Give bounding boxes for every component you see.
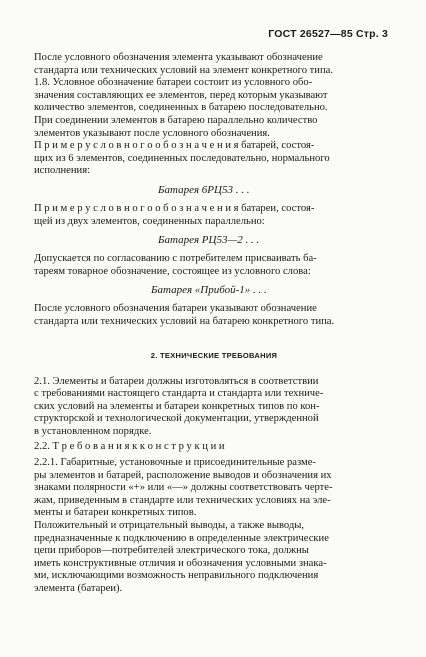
paragraph — [34, 140, 394, 178]
text-line: элементов указывают после условного обозначения. — [34, 127, 270, 139]
text-line: Положительный и отрицательный выводы, а также выводы, — [34, 520, 305, 532]
paragraph — [34, 52, 394, 77]
paragraph — [34, 77, 394, 115]
text-line: знаками полярности «+» или «—» должны соответствовать черте- — [34, 482, 333, 494]
text-line: менты и батареи конкретных типов. — [34, 507, 197, 519]
text-line: в установленном порядке. — [34, 425, 152, 437]
text-line: структорской и технологической документации, утвержденной — [34, 413, 319, 425]
text-line: ми, исключающими возможность неправильного подключения — [34, 570, 319, 582]
text-line: стандарта или технических условий на элемент конкретного типа. — [34, 64, 333, 76]
text-line: исполнения: — [34, 165, 91, 177]
text-line: значения составляющих ее элементов, перед которым указывают — [34, 89, 328, 101]
text-line: ры элементов и батарей, расположение выводов и обозначения их — [34, 469, 332, 481]
text-line: ских условий на элементы и батареи конкретных типов по кон- — [34, 400, 320, 412]
page-header: ГОСТ 26527—85 Стр. 3 — [268, 28, 388, 40]
spacer — [34, 329, 394, 351]
spacer — [34, 360, 394, 376]
text-line: После условного обозначения элемента указывают обозначение — [34, 52, 323, 63]
paragraph — [34, 203, 394, 228]
text-line: стандарта или технических условий на батарею конкретного типа. — [34, 315, 335, 327]
text-line: жам, приведенным в стандарте или технических условиях на эле- — [34, 494, 331, 506]
text-line: После условного обозначения батареи указывают обозначение — [34, 303, 317, 315]
text-line: 2.2. Т р е б о в а н и я к к о н с т р у к ц и и — [34, 441, 225, 453]
text-line: щей из двух элементов, соединенных параллельно: — [34, 215, 265, 227]
example-formula: Батарея «Прибой-1» . . . — [151, 284, 267, 297]
text-line: П р и м е р у с л о в н о г о о б о з н а ч е н и я батареи, состоя- — [34, 202, 315, 214]
paragraph — [34, 376, 394, 439]
subsection-title — [34, 441, 394, 454]
paragraph — [34, 303, 394, 328]
paragraph — [34, 115, 394, 140]
text-line: предназначенные к подключению в определенные электрические — [34, 532, 329, 544]
text-line: При соединении элементов в батарею параллельно количество — [34, 114, 318, 126]
text-line: П р и м е р у с л о в н о г о о б о з н а ч е н и я батарей, состоя- — [34, 140, 315, 152]
paragraph — [34, 457, 394, 520]
section-title: 2. ТЕХНИЧЕСКИЕ ТРЕБОВАНИЯ — [150, 350, 278, 360]
text-line: цепи приборов—потребителей электрического тока, должны — [34, 545, 309, 557]
example-formula: Батарея РЦ53—2 . . . — [158, 234, 260, 247]
page-content — [34, 52, 394, 596]
text-line: тареям товарное обозначение, состоящее из условного слова: — [34, 265, 311, 277]
text-line: щих из 6 элементов, соединенных последовательно, нормального — [34, 152, 330, 164]
text-line: 1.8. Условное обозначение батареи состоит из условного обо- — [34, 77, 313, 89]
text-line: Допускается по согласованию с потребителем присваивать ба- — [34, 253, 317, 265]
text-line: количество элементов, соединенных в батарею последовательно. — [34, 102, 328, 114]
paragraph — [34, 520, 394, 596]
text-line: иметь конструктивные отличия и обозначения условными знака- — [34, 557, 327, 569]
text-line: 2.2.1. Габаритные, установочные и присоединительные разме- — [34, 457, 316, 469]
text-line: 2.1. Элементы и батареи должны изготовляться в соответствии — [34, 375, 319, 387]
paragraph — [34, 253, 394, 278]
text-line: элемента (батареи). — [34, 583, 123, 594]
text-line: с требованиями настоящего стандарта и стандарта или техниче- — [34, 388, 324, 400]
example-formula: Батарея 6РЦ53 . . . — [158, 183, 250, 196]
